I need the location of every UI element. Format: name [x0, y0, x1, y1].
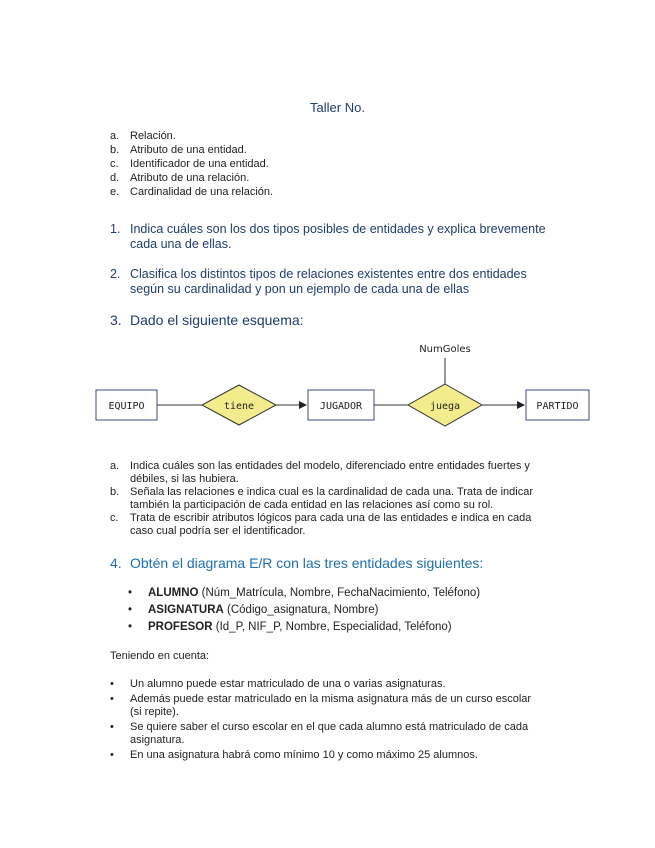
list-item: • En una asignatura habrá como mínimo 10 y como máximo 25 alumnos. — [110, 749, 478, 761]
page-title: Taller No. — [310, 100, 365, 115]
list-item: c. Trata de escribir atributos lógicos para cada una de las entidades e indica en cada caso cual podría ser el identificador. — [110, 512, 532, 537]
entity-equipo-label: EQUIPO — [108, 401, 145, 412]
question-4: 4. Obtén el diagrama E/R con las tres entidades siguientes: — [110, 555, 484, 571]
entities-list — [128, 585, 480, 636]
list-item: b. Señala las relaciones e indica cual es la cardinalidad de cada una. Trata de indicar también la participación de cada entidad en las relaciones así como su rol. — [110, 486, 533, 511]
entity-jugador-label: JUGADOR — [319, 401, 363, 412]
er-diagram — [90, 336, 600, 436]
list-item: • ALUMNO (Núm_Matrícula, Nombre, FechaNacimiento, Teléfono) — [128, 587, 481, 599]
relation-tiene-label: tiene — [223, 401, 255, 412]
entity-partido-label: PARTIDO — [536, 401, 579, 412]
list-item: • Además puede estar matriculado en la misma asignatura más de un curso escolar (si repite). — [110, 693, 532, 718]
relation-juega-label: juega — [429, 401, 461, 412]
list-item: • Un alumno puede estar matriculado de una o varias asignaturas. — [110, 678, 446, 690]
q3-list — [110, 460, 580, 538]
question-1: 1. Indica cuáles son los dos tipos posibles de entidades y explica brevemente cada una de ellas. — [110, 222, 546, 251]
teniendo-label: Teniendo en cuenta: — [110, 650, 210, 662]
question-3: 3. Dado el siguiente esquema: — [110, 312, 304, 328]
attribute-numgoles: NumGoles — [419, 344, 471, 355]
list-item: • PROFESOR (Id_P, NIF_P, Nombre, Especialidad, Teléfono) — [128, 621, 452, 633]
list-item: • ASIGNATURA (Código_asignatura, Nombre) — [128, 604, 379, 616]
conditions-list — [110, 678, 590, 762]
question-2: 2. Clasifica los distintos tipos de relaciones existentes entre dos entidades según su cardinalidad y pon un ejemplo de cada una de ellas — [110, 267, 527, 296]
list-item: • Se quiere saber el curso escolar en el que cada alumno está matriculado de cada asignatura. — [110, 721, 529, 746]
list-item: a. Indica cuáles son las entidades del modelo, diferenciado entre entidades fuertes y débiles, si las hubiera. — [110, 460, 530, 485]
